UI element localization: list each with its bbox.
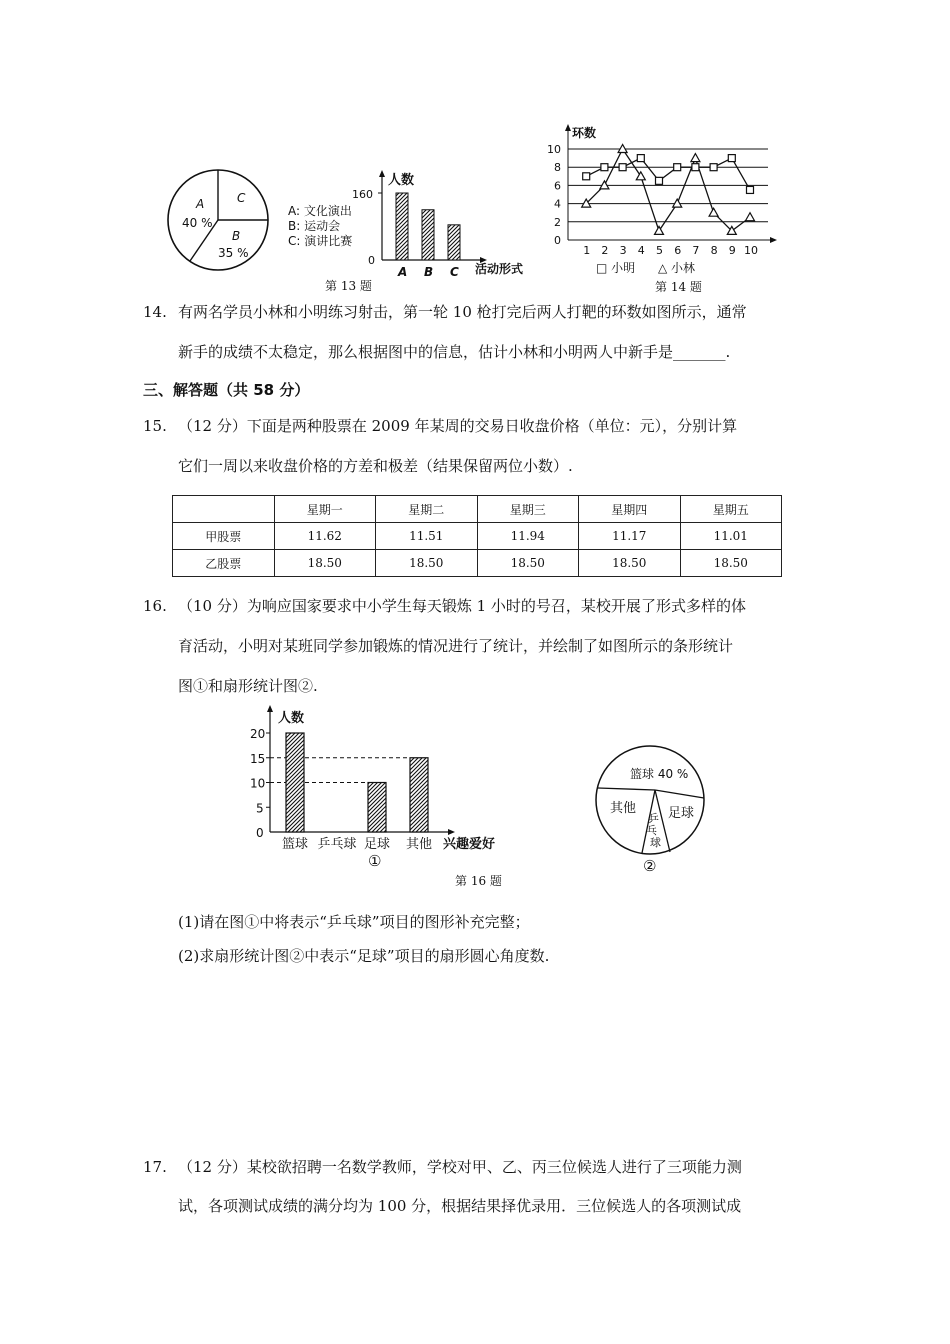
table-cell: 甲股票: [173, 523, 275, 550]
fig13-legend-a: A: 文化演出: [288, 204, 352, 218]
table-cell: 18.50: [376, 550, 478, 577]
fig16-bar-label: ①: [368, 852, 382, 870]
table-cell: 11.62: [274, 523, 376, 550]
xiaolin-point: [709, 208, 718, 216]
fig16-ytick-label: 20: [250, 727, 266, 741]
pie-label-b: B: [232, 229, 241, 243]
fig13-caption: 第 13 题: [325, 279, 372, 293]
table-cell: 18.50: [680, 550, 782, 577]
figure-13: [160, 160, 540, 295]
xiaoming-point: [674, 164, 681, 171]
table-cell: 乙股票: [173, 550, 275, 577]
fig14-xtick-label: 1: [583, 244, 591, 257]
table-header-cell: 星期五: [680, 496, 782, 523]
fig14-ytick-label: 10: [547, 143, 561, 156]
fig16-ytick-label: 5: [256, 801, 264, 816]
q14-number: 14.: [143, 303, 167, 321]
fig16-caption: 第 16 题: [455, 874, 502, 888]
fig13-xlabel: 活动形式: [475, 262, 524, 276]
q16-sub2: (2)求扇形统计图②中表示“足球”项目的扇形圆心角度数.: [178, 947, 550, 965]
fig13-xtick-label: C: [450, 265, 459, 279]
xiaolin-point: [655, 226, 664, 234]
fig14-xtick-label: 10: [744, 244, 758, 257]
q16-line1: （10 分）为响应国家要求中小学生每天锻炼 1 小时的号召，某校开展了形式多样的体: [178, 597, 746, 615]
table-cell: 11.51: [376, 523, 478, 550]
fig14-ytick-label: 0: [554, 234, 561, 247]
xiaoming-point: [583, 173, 590, 180]
pie2-pingpong-char: 乒: [648, 812, 659, 825]
fig16-xtick-label: 篮球: [282, 837, 309, 852]
q15-number: 15.: [143, 417, 167, 435]
xiaoming-point: [637, 155, 644, 162]
table-header-cell: [173, 496, 275, 523]
fig14-y-arrow: [565, 124, 571, 131]
table-cell: 18.50: [579, 550, 681, 577]
fig14-xtick-label: 2: [601, 244, 609, 257]
xiaolin-point: [746, 213, 755, 221]
table-cell: 11.94: [477, 523, 579, 550]
fig13-bar: [448, 225, 460, 260]
fig16-bar: [368, 783, 386, 833]
q15-line2: 它们一周以来收盘价格的方差和极差（结果保留两位小数）.: [178, 457, 573, 475]
fig14-legend-xiaoming: □ 小明: [596, 261, 636, 275]
fig14-xtick-label: 4: [637, 244, 645, 257]
fig13-bar: [422, 210, 434, 260]
table-header-row: [173, 496, 782, 523]
xiaolin-point: [636, 172, 645, 180]
fig14-caption: 第 14 题: [655, 280, 702, 294]
xiaoming-point: [619, 164, 626, 171]
xiaolin-point: [691, 154, 700, 162]
table-cell: 18.50: [477, 550, 579, 577]
fig16-bar: [286, 733, 304, 832]
figure-16-pie: [590, 740, 720, 875]
fig14-xtick-label: 6: [674, 244, 682, 257]
table-cell: 11.17: [579, 523, 681, 550]
figure-16-bar: [240, 700, 510, 895]
fig13-bar-chart: [352, 170, 523, 279]
pie2-pingpong-char: 乓: [646, 824, 657, 837]
q14-line1: 有两名学员小林和小明练习射击，第一轮 10 枪打完后两人打靶的环数如图所示，通常: [178, 303, 747, 321]
fig16-xtick-label: 乒乓球: [317, 837, 357, 852]
xiaolin-point: [600, 181, 609, 189]
fig13-xtick-label: B: [424, 265, 434, 279]
fig14-ytick-label: 8: [554, 161, 561, 175]
xiaoming-point: [728, 155, 735, 162]
xiaoming-point: [747, 186, 754, 193]
fig13-ytick-160: 160: [352, 188, 373, 201]
table-header-cell: 星期一: [274, 496, 376, 523]
fig14-legend-xiaolin: △ 小林: [658, 261, 696, 275]
fig16-ytick-label: 15: [250, 751, 266, 766]
q16-sub1: (1)请在图①中将表示“乒乓球”项目的图形补充完整；: [178, 913, 530, 931]
table-header-cell: 星期二: [376, 496, 478, 523]
q17-line2: 试，各项测试成绩的满分均为 100 分，根据结果择优录用．三位候选人的各项测试成: [178, 1197, 742, 1215]
q17-line1: （12 分）某校欲招聘一名数学教师，学校对甲、乙、丙三位候选人进行了三项能力测: [178, 1158, 742, 1176]
fig14-ylabel: 环数: [572, 126, 597, 140]
fig16-x-arrow: [448, 829, 455, 835]
fig16-bar: [410, 758, 428, 832]
fig14-x-arrow: [770, 237, 777, 243]
pie2-basketball-label: 篮球 40 %: [630, 767, 689, 781]
fig14-ytick-label: 2: [554, 215, 561, 229]
q15-line1: （12 分）下面是两种股票在 2009 年某周的交易日收盘价格（单位：元），分别计算: [178, 417, 738, 435]
pie2-football-label: 足球: [668, 806, 695, 821]
fig14-xtick-label: 7: [692, 244, 700, 257]
q16-line2: 育活动，小明对某班同学参加锻炼的情况进行了统计，并绘制了如图所示的条形统计: [178, 637, 734, 655]
q16-line3: 图①和扇形统计图②.: [178, 677, 318, 695]
pie2-pingpong-char: 球: [650, 836, 661, 849]
table-cell: 18.50: [274, 550, 376, 577]
table-row: [173, 550, 782, 577]
fig16-xtick-label: 足球: [364, 837, 391, 852]
fig14-xtick-label: 9: [728, 244, 736, 257]
fig16-xtick-label: 其他: [406, 837, 433, 852]
table-row: [173, 523, 782, 550]
fig16-ylabel: 人数: [278, 711, 305, 726]
fig13-bar: [396, 193, 408, 260]
fig16-y-arrow: [267, 705, 273, 712]
xiaoming-point: [692, 164, 699, 171]
xiaoming-point: [601, 164, 608, 171]
fig14-xtick-label: 8: [710, 244, 718, 257]
q17-number: 17.: [143, 1158, 167, 1176]
xiaoming-point: [656, 177, 663, 184]
fig16-ytick-label: 0: [256, 826, 264, 840]
table-header-cell: 星期四: [579, 496, 681, 523]
fig13-pie: [168, 170, 268, 270]
fig14-ytick-label: 4: [554, 197, 561, 211]
stock-price-table: [172, 495, 782, 577]
fig13-legend-b: B: 运动会: [288, 219, 341, 233]
fig16-ytick-label: 10: [250, 776, 266, 791]
section-3-heading: 三、解答题（共 58 分）: [143, 381, 310, 399]
pie-pct-a: 40 %: [182, 216, 213, 230]
fig13-xtick-label: A: [398, 265, 408, 279]
pie-pct-b: 35 %: [218, 246, 249, 260]
fig14-xtick-label: 3: [619, 244, 627, 257]
pie2-other-label: 其他: [610, 801, 637, 816]
fig14-xtick-label: 5: [656, 244, 663, 257]
pie-label-a: A: [196, 197, 205, 211]
xiaoming-point: [710, 164, 717, 171]
fig13-ylabel: 人数: [388, 173, 415, 188]
figure-14: [540, 120, 790, 295]
fig14-ytick-label: 6: [554, 179, 561, 193]
fig13-origin: 0: [368, 254, 375, 267]
q16-number: 16.: [143, 597, 167, 615]
pie-label-c: C: [237, 191, 246, 205]
table-cell: 11.01: [680, 523, 782, 550]
q14-line2: 新手的成绩不太稳定，那么根据图中的信息，估计小林和小明两人中新手是_______.: [178, 343, 731, 361]
fig16-pie-label: ②: [643, 857, 657, 875]
table-header-cell: 星期三: [477, 496, 579, 523]
fig16-xlabel: 兴趣爱好: [443, 837, 496, 852]
fig13-legend-c: C: 演讲比赛: [288, 234, 353, 248]
